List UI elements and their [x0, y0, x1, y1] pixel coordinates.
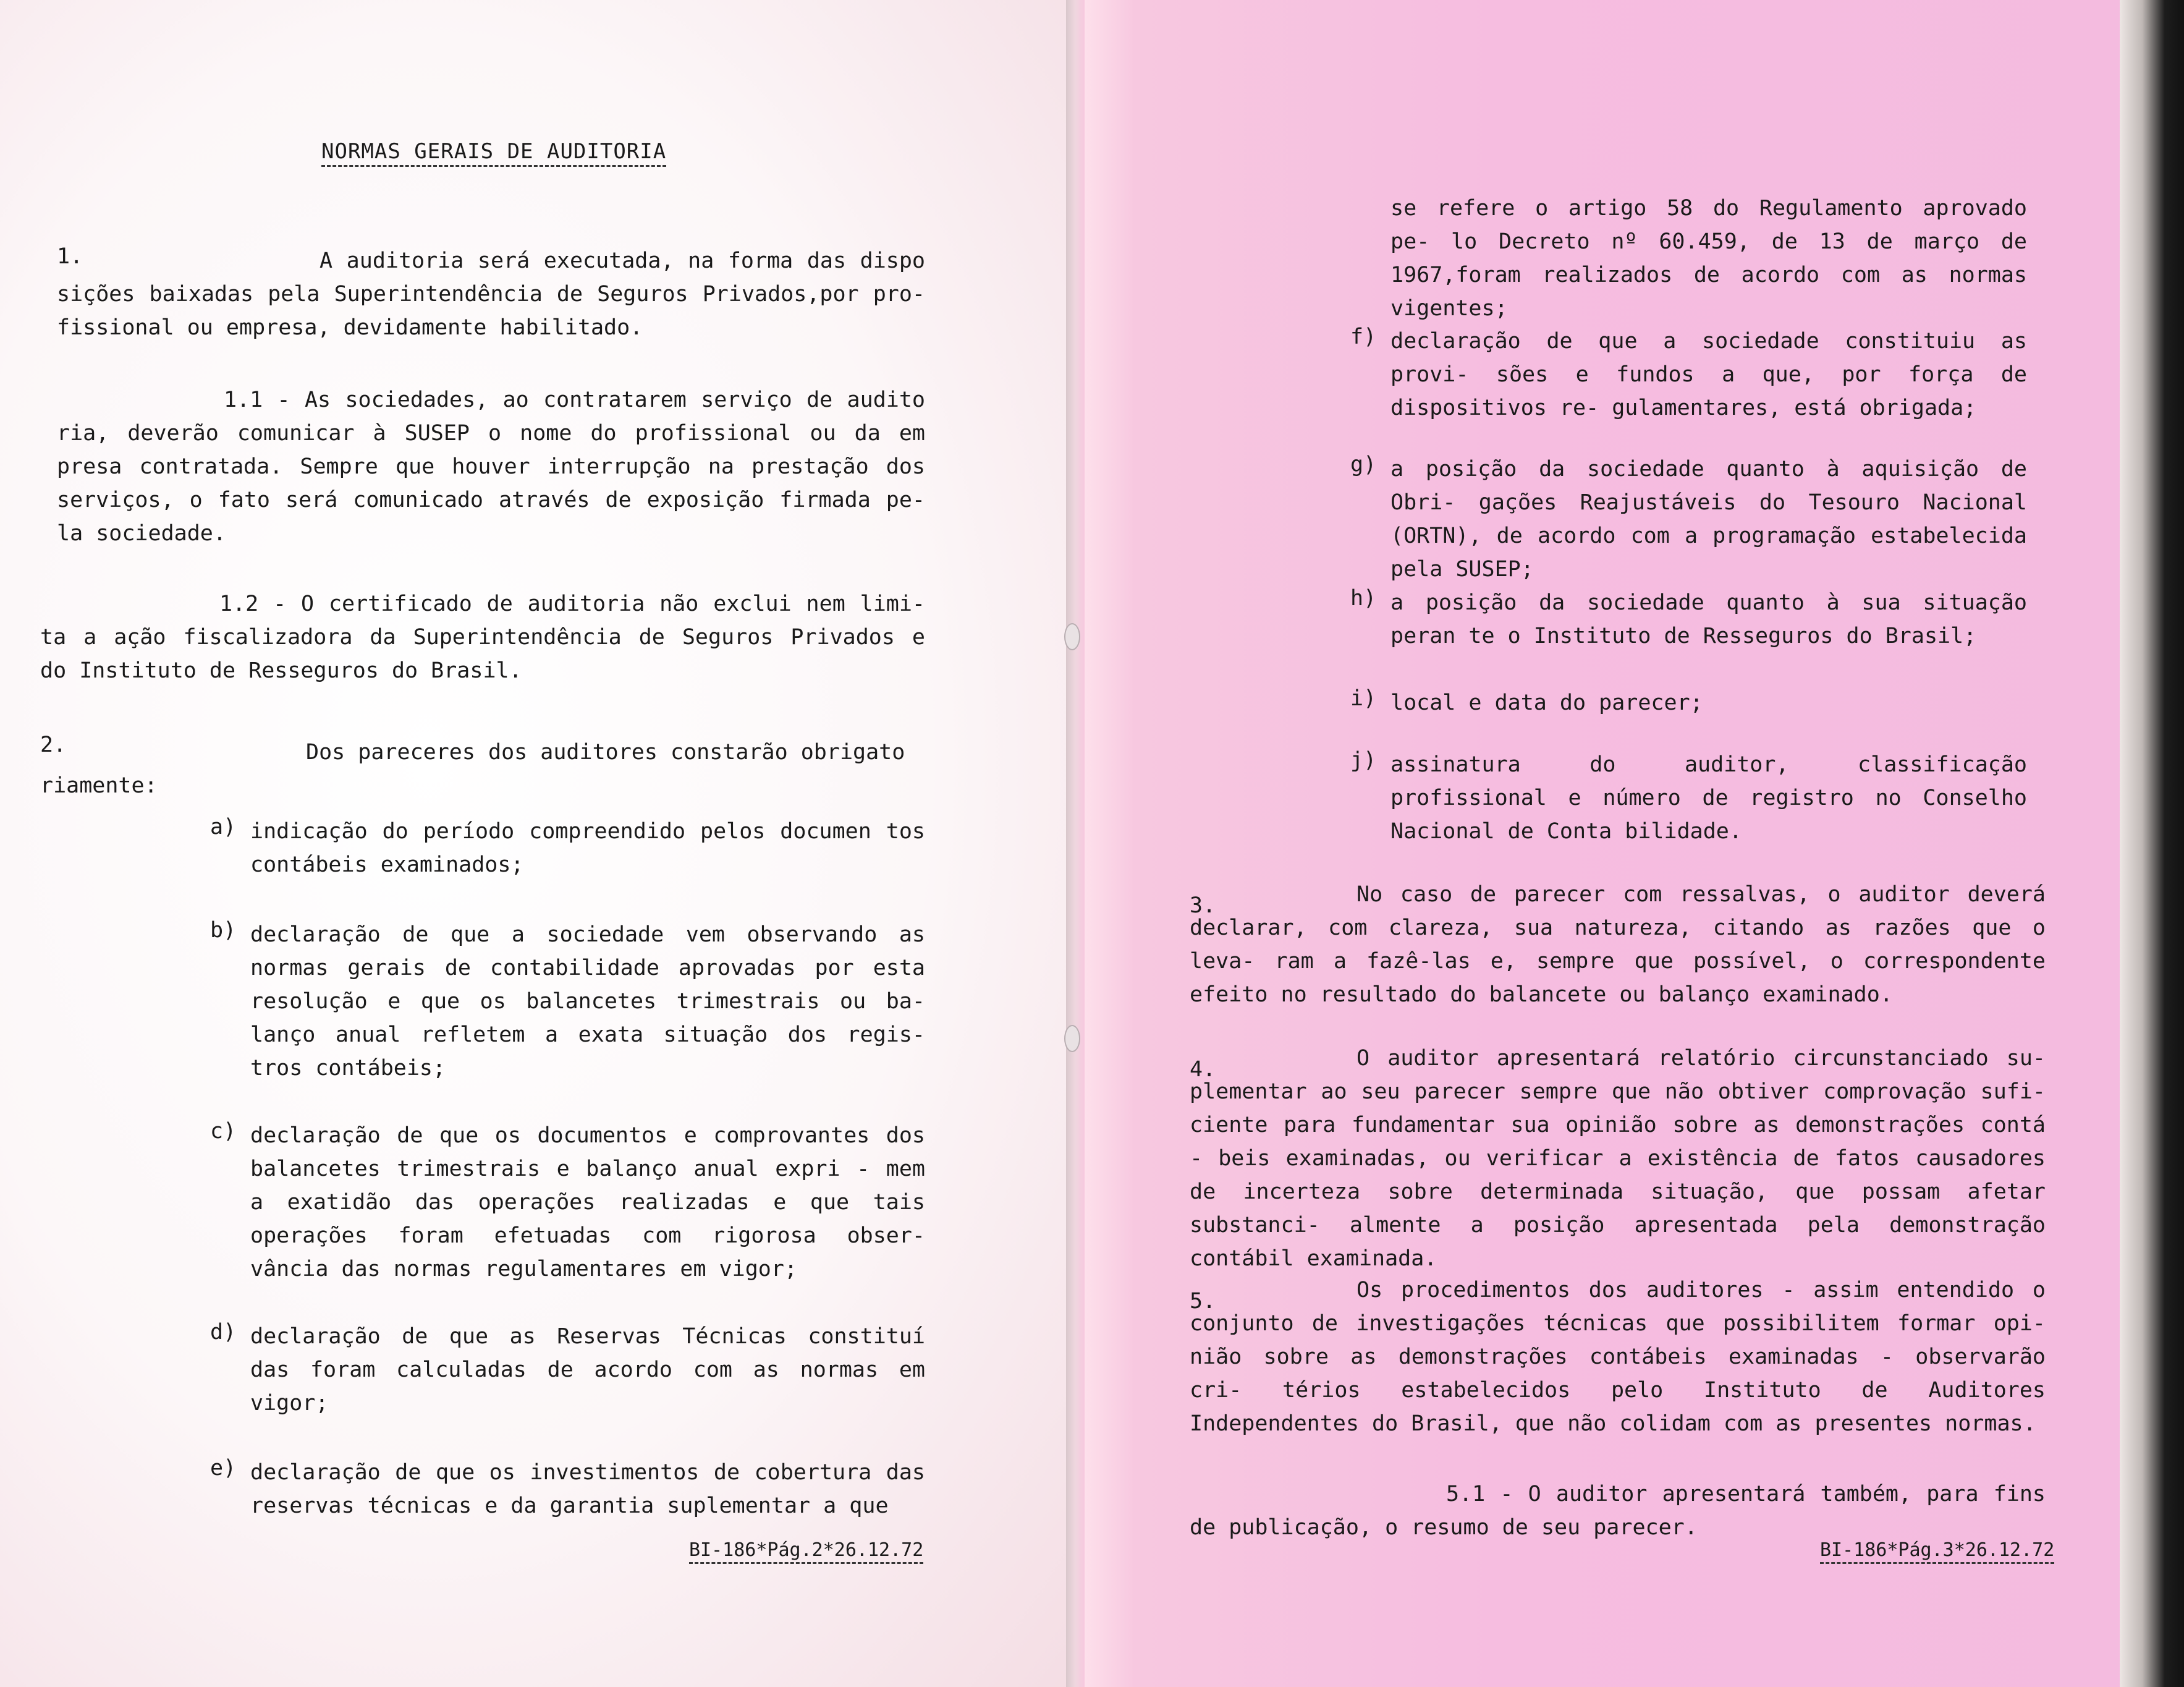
item-h-text: a posição da sociedade quanto à sua situação peran te o Instituto de Resseguros do Brasil;: [1390, 590, 2027, 648]
section-2-text: Dos pareceres dos auditores constarão obrigato riamente:: [40, 740, 905, 798]
item-c-text: declaração de que os documentos e comprovantes dos balancetes trimestrais e balanço anual expri - mem a exatidão das operações realizadas e que tais operações foram efetuadas com rigorosa obser- vância das normas regulamentares em vigor;: [250, 1123, 925, 1281]
item-i-text: local e data do parecer;: [1390, 691, 1703, 715]
item-letter: i): [1350, 686, 1377, 711]
section-5-text: Os procedimentos dos auditores - assim entendido o conjunto de investigações técnicas que possibilitem formar opi- nião sobre as demonstrações contábeis examinadas - observarão cri- térios estabelecidos pelo Instituto de Auditores Independentes do Brasil, que não colidam com as presentes normas.: [1190, 1278, 2046, 1436]
item-letter: b): [210, 918, 237, 943]
item-d-text: declaração de que as Reservas Técnicas constituí das foram calculadas de acordo com as normas em vigor;: [250, 1324, 925, 1416]
item-letter: g): [1350, 453, 1377, 477]
item-letter: h): [1350, 586, 1377, 611]
section-3-text: No caso de parecer com ressalvas, o auditor deverá declarar, com clareza, sua natureza, citando as razões que o leva- ram a fazê-las e, sempre que possível, o correspondente efeito no resultado do balancete ou balanço examinado.: [1190, 882, 2046, 1007]
page-footer: BI-186*Pág.3*26.12.72: [1820, 1539, 2054, 1564]
item-b-text: declaração de que a sociedade vem observando as normas gerais de contabilidade aprovadas por esta resolução e que os balancetes trimestrais ou ba- lanço anual refletem a exata situação dos regis- tros contábeis;: [250, 922, 925, 1081]
item-letter: c): [210, 1119, 237, 1144]
item-e-text: declaração de que os investimentos de cobertura das reservas técnicas e da garantia suplementar a que: [250, 1460, 925, 1518]
section-number: 2.: [40, 733, 67, 757]
staple-mark: [1064, 623, 1080, 650]
scan-edge: [2120, 0, 2184, 1687]
page-title: NORMAS GERAIS DE AUDITORIA: [321, 139, 666, 167]
section-1-2-text: 1.2 - O certificado de auditoria não exclui nem limi- ta a ação fiscalizadora da Superintendência de Seguros Privados e do Instituto de Resseguros do Brasil.: [40, 592, 925, 683]
item-g-text: a posição da sociedade quanto à aquisição de Obri- gações Reajustáveis do Tesouro Nacional (ORTN), de acordo com a programação estabelecida pela SUSEP;: [1390, 457, 2027, 582]
item-letter: f): [1350, 325, 1377, 349]
item-f-text: declaração de que a sociedade constituiu as provi- sões e fundos a que, por força de dispositivos re- gulamentares, está obrigada;: [1390, 329, 2027, 420]
section-1-1-text: 1.1 - As sociedades, ao contratarem serviço de audito ria, deverão comunicar à SUSEP o nome do profissional ou da em presa contratada. Sempre que houver interrupção na prestação dos serviços, o fato será comunicado através de exposição firmada pe- la sociedade.: [57, 388, 925, 546]
item-j-text: assinatura do auditor, classificação profissional e número de registro no Conselho Nacional de Conta bilidade.: [1390, 752, 2027, 844]
section-5-1-text: 5.1 - O auditor apresentará também, para fins de publicação, o resumo de seu parecer.: [1190, 1482, 2046, 1540]
continuation-text: se refere o artigo 58 do Regulamento aprovado pe- lo Decreto nº 60.459, de 13 de março de 1967,foram realizados de acordo com as normas vigentes;: [1390, 196, 2027, 321]
item-letter: j): [1350, 748, 1377, 773]
staple-mark: [1064, 1025, 1080, 1052]
book-gutter: [1066, 0, 1085, 1687]
section-number: 3.: [1190, 893, 1216, 918]
section-number: 5.: [1190, 1289, 1216, 1314]
item-letter: d): [210, 1320, 237, 1345]
section-number: 1.: [57, 244, 83, 269]
page-footer: BI-186*Pág.2*26.12.72: [689, 1539, 923, 1564]
section-4-text: O auditor apresentará relatório circunstanciado su- plementar ao seu parecer sempre que não obtiver comprovação sufi- ciente para fundamentar sua opinião sobre as demonstrações contá - beis examinadas, ou verificar a existência de fatos causadores de incerteza sobre determinada situação, que possam afetar substanci- almente a posição apresentada pela demonstração contábil examinada.: [1190, 1046, 2046, 1271]
section-1-text: A auditoria será executada, na forma das dispo sições baixadas pela Superintendência de Seguros Privados,por pro- fissional ou empresa, devidamente habilitado.: [57, 249, 925, 340]
item-letter: e): [210, 1456, 237, 1481]
item-a-text: indicação do período compreendido pelos documen tos contábeis examinados;: [250, 819, 925, 877]
section-number: 4.: [1190, 1057, 1216, 1082]
item-letter: a): [210, 815, 237, 839]
